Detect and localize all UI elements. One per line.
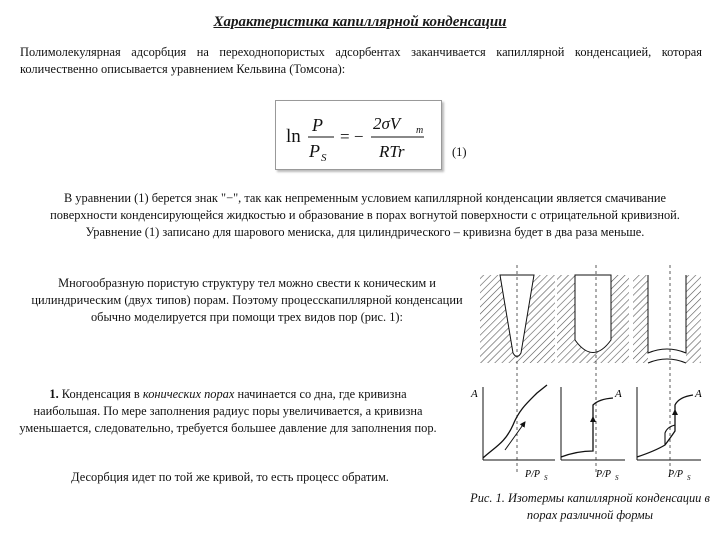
isotherm-conical xyxy=(470,385,555,482)
formula-sub-s: S xyxy=(321,152,327,164)
x-axis-label-1: P/P xyxy=(525,469,540,480)
pore-structure-paragraph: Многообразную пористую структуру тел можно свести к коническим и цилиндрическим (двух типов) порам. Поэтому процесскапиллярной конденсации обычно моделируется при помощи трех видов пор (рис. 1): xyxy=(31,276,463,324)
y-axis-label-3: A xyxy=(695,388,702,400)
desorption-note: Десорбция идет по той же кривой, то есть процесс обратим. xyxy=(71,470,389,484)
conical-pores-paragraph xyxy=(18,386,438,437)
conical-lead: Конденсация в xyxy=(58,387,143,401)
kelvin-formula xyxy=(275,100,442,170)
cylindrical-open-pore xyxy=(633,275,701,363)
cylindrical-closed-pore xyxy=(557,275,629,363)
figure-caption: Рис. 1. Изотермы капиллярной конденсации в порах различной формы xyxy=(470,491,710,522)
x-axis-sub-1: S xyxy=(544,474,548,482)
formula-numerator-right: 2σV xyxy=(373,114,401,133)
item-number: 1. xyxy=(49,387,59,401)
conical-pore xyxy=(480,275,555,363)
kelvin-formula-svg xyxy=(276,101,441,169)
isotherm-open-cylinder xyxy=(637,387,702,482)
conical-rest: начинается со дна, где кривизна наибольшая. По мере заполнения радиус поры увеличивается, а кривизна уменьшается, следовательно, требуется большее давление для заполнения пор. xyxy=(19,387,437,435)
x-axis-label-3: P/P xyxy=(668,469,683,480)
x-axis-sub-2: S xyxy=(615,474,619,482)
formula-sub-m: m xyxy=(416,125,424,136)
isotherm-closed-cylinder xyxy=(561,387,625,482)
intro-paragraph: Полимолекулярная адсорбция на переходнопористых адсорбентах заканчивается капиллярной конденсацией, которая количественно описывается уравнением Кельвина (Томсона): xyxy=(20,45,702,76)
explanation-paragraph: В уравнении (1) берется знак "−", так как непременным условием капиллярной конденсации является смачивание поверхности конденсирующейся жидкостью и образование в порах вогнутой поверхности с отрицательной кривизной. Уравнение (1) записано для шарового мениска, для цилиндрического – кривизна будет в два раза меньше. xyxy=(50,191,680,239)
x-axis-sub-3: S xyxy=(687,474,691,482)
y-axis-label-1: A xyxy=(471,388,478,400)
page-title: Характеристика капиллярной конденсации xyxy=(213,14,507,30)
formula-ln: ln xyxy=(286,126,301,147)
y-axis-label-2: A xyxy=(615,388,622,400)
pore-isotherm-figure xyxy=(465,265,715,495)
x-axis-label-2: P/P xyxy=(596,469,611,480)
formula-denominator-right: RTr xyxy=(379,142,405,161)
figure-svg xyxy=(465,265,715,490)
formula-number: (1) xyxy=(452,145,467,159)
formula-equals-minus: = − xyxy=(340,127,364,146)
formula-numerator-p: P xyxy=(312,115,323,135)
conical-pores-term: конических порах xyxy=(142,387,235,401)
formula-denominator-ps: P xyxy=(309,141,320,161)
